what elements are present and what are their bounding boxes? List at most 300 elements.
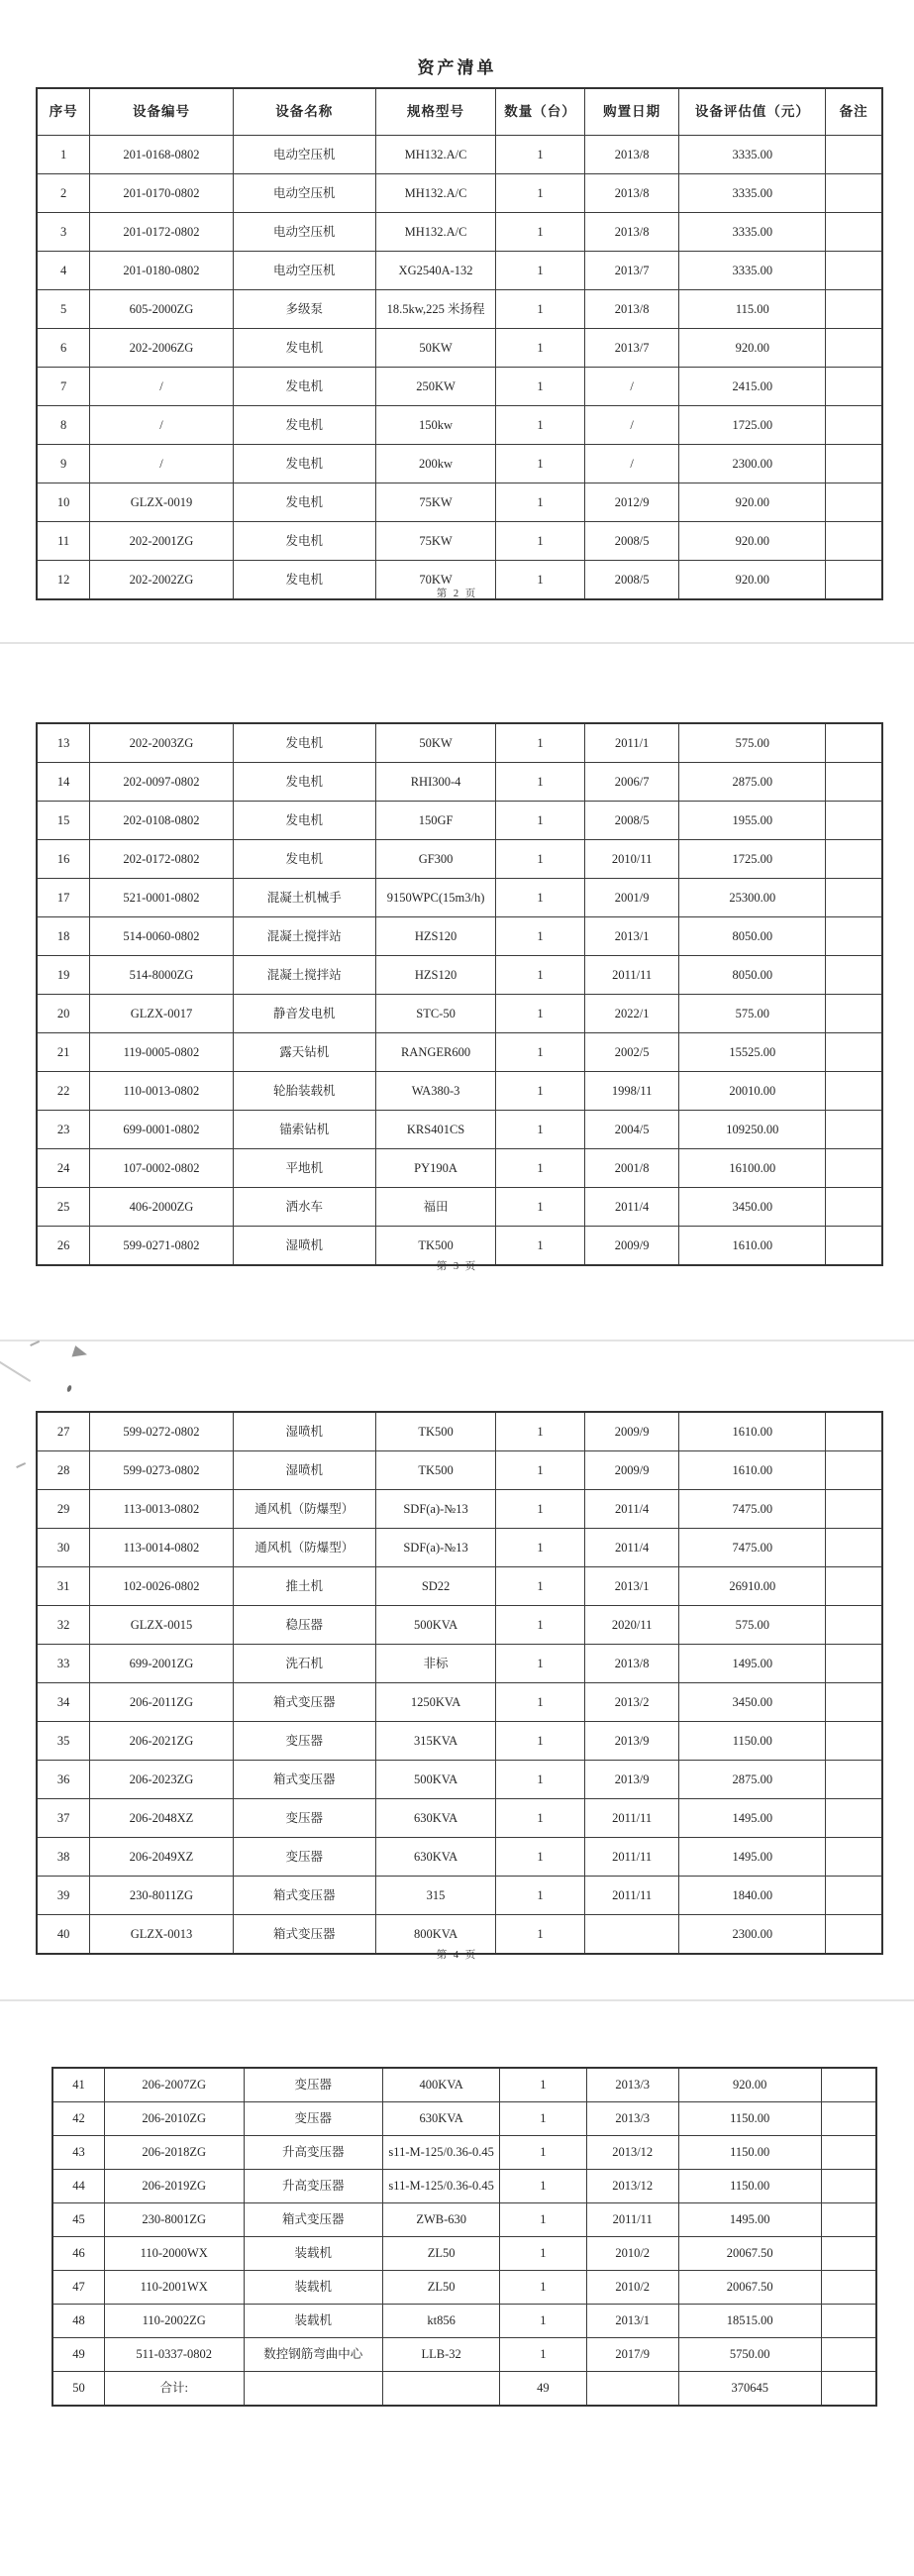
table-row xyxy=(52,2237,876,2271)
table-cell: 1 xyxy=(496,1490,585,1529)
table-cell: 2013/8 xyxy=(584,174,679,213)
table-cell: 33 xyxy=(37,1645,90,1683)
table-cell: 50KW xyxy=(375,723,495,763)
table-cell: 16100.00 xyxy=(679,1149,826,1188)
table-cell xyxy=(821,2372,876,2407)
table-cell: 2011/11 xyxy=(584,1877,679,1915)
table-cell: 15 xyxy=(37,802,90,840)
scan-artifact xyxy=(71,1345,88,1361)
table-cell: 1610.00 xyxy=(679,1227,826,1266)
table-cell: 2001/9 xyxy=(584,879,679,917)
table-cell xyxy=(826,1033,882,1072)
table-cell: 202-2003ZG xyxy=(90,723,233,763)
table-cell: 9 xyxy=(37,445,90,483)
table-cell: 406-2000ZG xyxy=(90,1188,233,1227)
table-cell: 2017/9 xyxy=(586,2338,678,2372)
table-cell: 1725.00 xyxy=(679,406,826,445)
table-cell: 370645 xyxy=(678,2372,821,2407)
table-row xyxy=(37,329,882,368)
table-cell: 42 xyxy=(52,2102,104,2136)
table-cell: 1 xyxy=(496,956,585,995)
table-cell: GF300 xyxy=(375,840,495,879)
table-row xyxy=(52,2338,876,2372)
table-cell: 12 xyxy=(37,561,90,600)
table-cell: 599-0272-0802 xyxy=(90,1412,233,1451)
table-cell: 1 xyxy=(496,483,585,522)
table-cell: 206-2019ZG xyxy=(104,2170,244,2203)
table-row xyxy=(37,406,882,445)
table-cell: 发电机 xyxy=(233,445,375,483)
table-cell: GLZX-0013 xyxy=(90,1915,233,1955)
table-cell: 1 xyxy=(496,1033,585,1072)
page-separator-line xyxy=(0,1340,914,1342)
table-cell: 37 xyxy=(37,1799,90,1838)
table-row xyxy=(37,1838,882,1877)
table-cell: 39 xyxy=(37,1877,90,1915)
table-cell: 2009/9 xyxy=(584,1227,679,1266)
table-cell: 3335.00 xyxy=(679,174,826,213)
table-row xyxy=(37,723,882,763)
table-cell: 发电机 xyxy=(233,723,375,763)
table-row xyxy=(37,1877,882,1915)
table-cell: 150kw xyxy=(375,406,495,445)
table-cell xyxy=(826,1490,882,1529)
table-cell: 1 xyxy=(496,406,585,445)
table-cell: 1 xyxy=(496,1451,585,1490)
table-cell: 206-2023ZG xyxy=(90,1761,233,1799)
table-cell: 轮胎装载机 xyxy=(233,1072,375,1111)
table-cell: 3450.00 xyxy=(679,1683,826,1722)
table-row xyxy=(37,879,882,917)
table-cell xyxy=(826,213,882,252)
table-cell: 1 xyxy=(496,368,585,406)
table-cell: 47 xyxy=(52,2271,104,2305)
table-row xyxy=(37,995,882,1033)
table-cell: 通风机（防爆型） xyxy=(233,1529,375,1567)
table-cell: 16 xyxy=(37,840,90,879)
table-cell: 150GF xyxy=(375,802,495,840)
table-cell: 2013/12 xyxy=(586,2170,678,2203)
table-cell: / xyxy=(584,406,679,445)
table-cell xyxy=(826,483,882,522)
table-cell: 109250.00 xyxy=(679,1111,826,1149)
table-cell: RANGER600 xyxy=(375,1033,495,1072)
table-cell: 2011/1 xyxy=(584,723,679,763)
table-cell: 26910.00 xyxy=(679,1567,826,1606)
table-row xyxy=(37,174,882,213)
table-row xyxy=(52,2305,876,2338)
table-cell: 630KVA xyxy=(383,2102,500,2136)
table-cell: 19 xyxy=(37,956,90,995)
table-cell: 36 xyxy=(37,1761,90,1799)
table-cell xyxy=(821,2237,876,2271)
table-cell: 2008/5 xyxy=(584,561,679,600)
table-cell: s11-M-125/0.36-0.45 xyxy=(383,2170,500,2203)
table-cell: 44 xyxy=(52,2170,104,2203)
table-cell: STC-50 xyxy=(375,995,495,1033)
table-cell: 599-0271-0802 xyxy=(90,1227,233,1266)
table-cell: 2013/9 xyxy=(584,1761,679,1799)
table-cell: 1 xyxy=(500,2170,586,2203)
table-row xyxy=(37,802,882,840)
table-cell: 2013/7 xyxy=(584,252,679,290)
table-cell: 1 xyxy=(496,1838,585,1877)
table-row xyxy=(37,1799,882,1838)
column-header: 序号 xyxy=(37,88,90,136)
table-cell: 630KVA xyxy=(375,1838,495,1877)
table-row xyxy=(37,917,882,956)
table-cell: 9150WPC(15m3/h) xyxy=(375,879,495,917)
table-cell: 1 xyxy=(500,2338,586,2372)
table-cell: 2013/2 xyxy=(584,1683,679,1722)
table-row xyxy=(52,2372,876,2407)
column-header: 设备编号 xyxy=(90,88,233,136)
table-cell xyxy=(821,2170,876,2203)
table-cell: 2002/5 xyxy=(584,1033,679,1072)
table-cell: GLZX-0015 xyxy=(90,1606,233,1645)
table-cell: 发电机 xyxy=(233,763,375,802)
table-cell: 1 xyxy=(496,917,585,956)
table-row xyxy=(52,2136,876,2170)
table-cell: 发电机 xyxy=(233,368,375,406)
table-cell: 575.00 xyxy=(679,995,826,1033)
table-cell: 洒水车 xyxy=(233,1188,375,1227)
table-cell: 发电机 xyxy=(233,483,375,522)
table-row xyxy=(52,2170,876,2203)
table-cell: 1 xyxy=(496,1529,585,1567)
table-cell: 2013/8 xyxy=(584,290,679,329)
table-cell: 1998/11 xyxy=(584,1072,679,1111)
table-cell: WA380-3 xyxy=(375,1072,495,1111)
column-header: 备注 xyxy=(826,88,882,136)
table-cell xyxy=(821,2102,876,2136)
table-row xyxy=(37,445,882,483)
table-cell: TK500 xyxy=(375,1412,495,1451)
table-cell: 315 xyxy=(375,1877,495,1915)
table-cell: 变压器 xyxy=(233,1722,375,1761)
table-row xyxy=(37,252,882,290)
table-cell xyxy=(826,879,882,917)
table-cell: 6 xyxy=(37,329,90,368)
table-cell: 1 xyxy=(500,2237,586,2271)
table-cell: 1610.00 xyxy=(679,1412,826,1451)
table-cell: 发电机 xyxy=(233,329,375,368)
table-cell: 35 xyxy=(37,1722,90,1761)
table-cell: 1 xyxy=(496,840,585,879)
table-cell xyxy=(586,2372,678,2407)
table-cell: 1 xyxy=(496,1188,585,1227)
table-cell: 2013/12 xyxy=(586,2136,678,2170)
table-cell: 50 xyxy=(52,2372,104,2407)
table-row xyxy=(37,136,882,174)
table-cell: 2008/5 xyxy=(584,522,679,561)
table-cell: 稳压器 xyxy=(233,1606,375,1645)
table-cell: 17 xyxy=(37,879,90,917)
table-cell: 电动空压机 xyxy=(233,136,375,174)
table-cell xyxy=(821,2338,876,2372)
table-cell: 10 xyxy=(37,483,90,522)
asset-table-page-4 xyxy=(36,1411,883,1955)
table-cell: 1 xyxy=(37,136,90,174)
table-cell xyxy=(826,802,882,840)
table-cell: 1 xyxy=(496,213,585,252)
table-cell: / xyxy=(584,445,679,483)
table-cell: 通风机（防爆型） xyxy=(233,1490,375,1529)
table-cell: 113-0013-0802 xyxy=(90,1490,233,1529)
table-cell: 1 xyxy=(496,252,585,290)
table-cell: 2875.00 xyxy=(679,763,826,802)
table-cell: 201-0170-0802 xyxy=(90,174,233,213)
table-cell: 1 xyxy=(500,2271,586,2305)
table-cell: 电动空压机 xyxy=(233,213,375,252)
table-cell xyxy=(244,2372,383,2407)
table-cell: 升高变压器 xyxy=(244,2170,383,2203)
table-cell: MH132.A/C xyxy=(375,136,495,174)
table-cell: 920.00 xyxy=(679,561,826,600)
table-cell xyxy=(821,2305,876,2338)
table-cell: 1 xyxy=(500,2305,586,2338)
table-cell: 920.00 xyxy=(679,483,826,522)
table-row xyxy=(37,1111,882,1149)
table-row xyxy=(52,2102,876,2136)
table-cell: 315KVA xyxy=(375,1722,495,1761)
table-cell: 521-0001-0802 xyxy=(90,879,233,917)
table-cell: 2300.00 xyxy=(679,1915,826,1955)
table-cell: 70KW xyxy=(375,561,495,600)
table-cell: 25300.00 xyxy=(679,879,826,917)
table-row xyxy=(37,1033,882,1072)
table-cell: 41 xyxy=(52,2068,104,2102)
table-cell xyxy=(826,136,882,174)
table-cell: 发电机 xyxy=(233,522,375,561)
table-cell: / xyxy=(90,368,233,406)
table-cell: 1840.00 xyxy=(679,1877,826,1915)
table-cell: 11 xyxy=(37,522,90,561)
table-cell: 2004/5 xyxy=(584,1111,679,1149)
table-cell: 福田 xyxy=(375,1188,495,1227)
table-cell: 1 xyxy=(496,522,585,561)
table-cell: 2011/4 xyxy=(584,1490,679,1529)
table-cell: ZWB-630 xyxy=(383,2203,500,2237)
table-cell: 110-2001WX xyxy=(104,2271,244,2305)
table-cell xyxy=(826,1645,882,1683)
table-cell: 1 xyxy=(496,445,585,483)
table-cell xyxy=(826,1799,882,1838)
table-cell: / xyxy=(90,445,233,483)
table-cell: TK500 xyxy=(375,1451,495,1490)
table-cell: 2013/1 xyxy=(584,1567,679,1606)
table-cell: 1 xyxy=(496,1683,585,1722)
table-cell: 1150.00 xyxy=(678,2102,821,2136)
scan-artifact xyxy=(66,1385,72,1393)
table-row xyxy=(37,483,882,522)
table-cell: 锚索钻机 xyxy=(233,1111,375,1149)
table-cell: SD22 xyxy=(375,1567,495,1606)
table-cell: 1 xyxy=(496,1761,585,1799)
table-cell: 400KVA xyxy=(383,2068,500,2102)
table-cell: XG2540A-132 xyxy=(375,252,495,290)
table-cell: 1 xyxy=(496,1111,585,1149)
table-cell: 1150.00 xyxy=(678,2170,821,2203)
table-cell: 混凝土搅拌站 xyxy=(233,917,375,956)
page-number: 第 3 页 xyxy=(436,1261,478,1272)
table-cell xyxy=(826,1722,882,1761)
table-row xyxy=(37,368,882,406)
table-row xyxy=(37,1412,882,1451)
table-cell: 206-2048XZ xyxy=(90,1799,233,1838)
table-cell: 发电机 xyxy=(233,406,375,445)
table-cell: 1 xyxy=(496,1072,585,1111)
table-cell: / xyxy=(90,406,233,445)
table-cell: 2022/1 xyxy=(584,995,679,1033)
table-header-row xyxy=(37,88,882,136)
page-separator-line xyxy=(0,1999,914,2001)
table-cell: 2010/2 xyxy=(586,2271,678,2305)
table-cell xyxy=(826,445,882,483)
table-cell: 3335.00 xyxy=(679,213,826,252)
table-cell: 2011/4 xyxy=(584,1529,679,1567)
table-cell xyxy=(826,1683,882,1722)
table-cell: 箱式变压器 xyxy=(244,2203,383,2237)
table-cell: 30 xyxy=(37,1529,90,1567)
table-row xyxy=(37,1451,882,1490)
table-cell: 混凝土搅拌站 xyxy=(233,956,375,995)
table-cell: 1495.00 xyxy=(678,2203,821,2237)
table-cell: 2013/1 xyxy=(586,2305,678,2338)
table-cell: 1 xyxy=(500,2203,586,2237)
table-cell: 1 xyxy=(496,995,585,1033)
table-cell: 2 xyxy=(37,174,90,213)
table-cell: 1150.00 xyxy=(679,1722,826,1761)
table-row xyxy=(37,1606,882,1645)
table-cell: 2011/11 xyxy=(584,1799,679,1838)
table-cell: 40 xyxy=(37,1915,90,1955)
table-cell: 2013/7 xyxy=(584,329,679,368)
table-cell: 1 xyxy=(496,802,585,840)
table-cell: 1 xyxy=(496,1606,585,1645)
table-cell: SDF(a)-№13 xyxy=(375,1490,495,1529)
table-row xyxy=(37,290,882,329)
table-cell: 699-0001-0802 xyxy=(90,1111,233,1149)
table-cell: 50KW xyxy=(375,329,495,368)
table-cell xyxy=(821,2271,876,2305)
table-cell: 1 xyxy=(496,561,585,600)
table-cell: 201-0168-0802 xyxy=(90,136,233,174)
table-cell xyxy=(826,917,882,956)
table-cell: 200kw xyxy=(375,445,495,483)
table-cell: 推土机 xyxy=(233,1567,375,1606)
column-header: 购置日期 xyxy=(584,88,679,136)
table-cell: 发电机 xyxy=(233,840,375,879)
table-cell: 514-8000ZG xyxy=(90,956,233,995)
table-cell: 13 xyxy=(37,723,90,763)
table-cell: 202-2001ZG xyxy=(90,522,233,561)
table-cell: LLB-32 xyxy=(383,2338,500,2372)
scan-artifact xyxy=(16,1462,26,1468)
table-cell: GLZX-0017 xyxy=(90,995,233,1033)
table-cell: 3 xyxy=(37,213,90,252)
table-cell: 1495.00 xyxy=(679,1799,826,1838)
table-cell: 变压器 xyxy=(244,2068,383,2102)
table-cell: 2013/9 xyxy=(584,1722,679,1761)
table-cell: 20067.50 xyxy=(678,2237,821,2271)
table-cell: 露天钻机 xyxy=(233,1033,375,1072)
table-cell: 1 xyxy=(496,1567,585,1606)
document-title: 资产清单 xyxy=(417,58,497,77)
table-cell: 1955.00 xyxy=(679,802,826,840)
table-cell: 升高变压器 xyxy=(244,2136,383,2170)
table-cell xyxy=(826,1529,882,1567)
table-cell: 平地机 xyxy=(233,1149,375,1188)
table-cell: ZL50 xyxy=(383,2271,500,2305)
table-cell: 14 xyxy=(37,763,90,802)
table-cell: / xyxy=(584,368,679,406)
table-row xyxy=(37,1722,882,1761)
table-cell: 1 xyxy=(496,1149,585,1188)
table-cell: 1150.00 xyxy=(678,2136,821,2170)
table-cell: 511-0337-0802 xyxy=(104,2338,244,2372)
table-cell: 250KW xyxy=(375,368,495,406)
table-cell: 2010/2 xyxy=(586,2237,678,2271)
table-cell xyxy=(826,1149,882,1188)
table-cell: 115.00 xyxy=(679,290,826,329)
table-cell: 45 xyxy=(52,2203,104,2237)
table-row xyxy=(37,956,882,995)
table-cell: 20067.50 xyxy=(678,2271,821,2305)
table-cell: 1 xyxy=(496,1645,585,1683)
table-cell: 8050.00 xyxy=(679,956,826,995)
table-cell: 发电机 xyxy=(233,561,375,600)
asset-table-page-5 xyxy=(51,2067,877,2407)
table-cell: 3450.00 xyxy=(679,1188,826,1227)
table-cell: 75KW xyxy=(375,483,495,522)
table-cell xyxy=(826,840,882,879)
table-cell: 25 xyxy=(37,1188,90,1227)
table-cell: 2011/11 xyxy=(586,2203,678,2237)
table-row xyxy=(52,2068,876,2102)
table-cell: 箱式变压器 xyxy=(233,1877,375,1915)
table-cell xyxy=(826,1761,882,1799)
table-cell xyxy=(826,1072,882,1111)
table-cell: 变压器 xyxy=(244,2102,383,2136)
table-cell xyxy=(826,1188,882,1227)
table-cell: 206-2021ZG xyxy=(90,1722,233,1761)
table-cell: 装载机 xyxy=(244,2237,383,2271)
table-cell: 15525.00 xyxy=(679,1033,826,1072)
table-cell: 3335.00 xyxy=(679,252,826,290)
table-cell: 1 xyxy=(500,2136,586,2170)
table-cell: PY190A xyxy=(375,1149,495,1188)
table-cell: 2415.00 xyxy=(679,368,826,406)
table-cell: 2013/8 xyxy=(584,1645,679,1683)
page-number: 第 4 页 xyxy=(436,1950,478,1961)
table-row xyxy=(37,1149,882,1188)
table-cell: 21 xyxy=(37,1033,90,1072)
table-cell: 202-0108-0802 xyxy=(90,802,233,840)
table-cell xyxy=(826,1877,882,1915)
page-separator-line xyxy=(0,642,914,644)
table-cell: 4 xyxy=(37,252,90,290)
table-cell: 2300.00 xyxy=(679,445,826,483)
table-cell: RHI300-4 xyxy=(375,763,495,802)
table-cell: 2020/11 xyxy=(584,1606,679,1645)
table-cell: kt856 xyxy=(383,2305,500,2338)
scan-artifact xyxy=(0,1358,31,1382)
table-row xyxy=(37,213,882,252)
table-cell: 洗石机 xyxy=(233,1645,375,1683)
table-cell: 变压器 xyxy=(233,1799,375,1838)
table-cell: 1 xyxy=(496,136,585,174)
